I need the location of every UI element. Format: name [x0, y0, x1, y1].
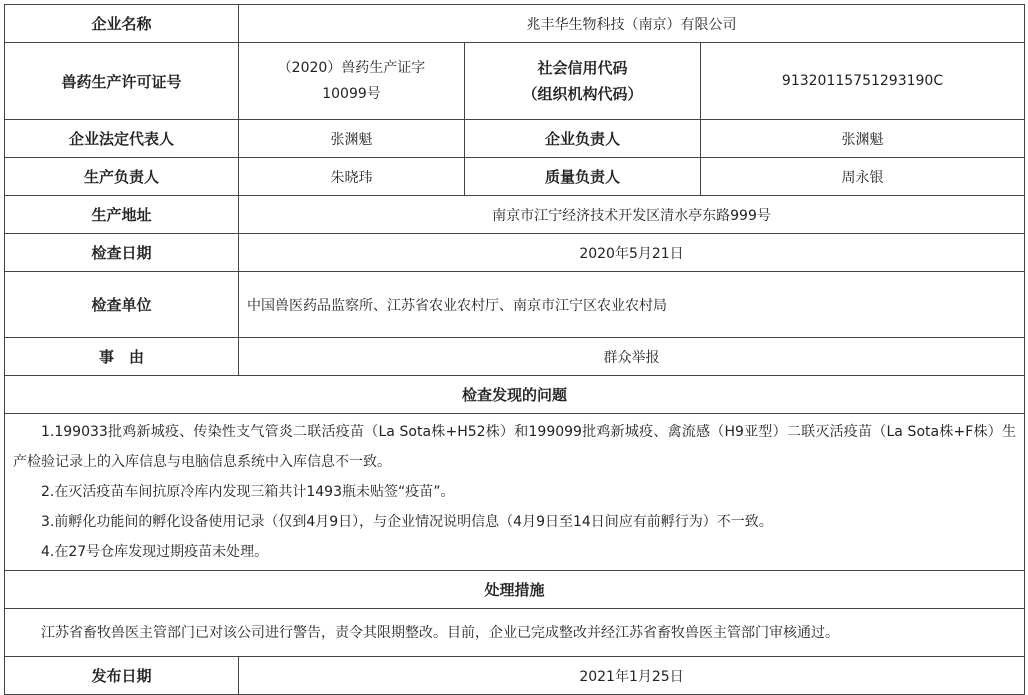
license-value-line1: （2020）兽药生产证字 — [277, 60, 426, 76]
reason-value: 群众举报 — [239, 338, 1025, 376]
credit-code-value: 91320115751293190C — [701, 43, 1025, 120]
row-findings-title — [5, 376, 1025, 414]
reason-label: 事 由 — [5, 338, 239, 376]
row-publish-date — [5, 657, 1025, 695]
finding-item: 4.在27号仓库发现过期疫苗未处理。 — [41, 544, 269, 560]
row-measures-title — [5, 571, 1025, 609]
publish-date-label: 发布日期 — [5, 657, 239, 695]
credit-code-label — [465, 43, 701, 120]
legal-rep-value: 张渊魁 — [239, 120, 465, 158]
row-inspection-unit — [5, 272, 1025, 338]
row-license — [5, 43, 1025, 120]
measures-title: 处理措施 — [5, 571, 1025, 609]
findings-content — [5, 414, 1025, 571]
address-value: 南京市江宁经济技术开发区清水亭东路999号 — [239, 196, 1025, 234]
company-head-label: 企业负责人 — [465, 120, 701, 158]
finding-item: 2.在灭活疫苗车间抗原冷库内发现三箱共计1493瓶未贴签“疫苗”。 — [41, 484, 455, 500]
credit-code-label-line1: 社会信用代码 — [537, 59, 628, 77]
inspection-unit-label: 检查单位 — [5, 272, 239, 338]
license-value-line2: 10099号 — [322, 86, 381, 102]
publish-date-value: 2021年1月25日 — [239, 657, 1025, 695]
license-label: 兽药生产许可证号 — [5, 43, 239, 120]
finding-item: 1.199033批鸡新城疫、传染性支气管炎二联活疫苗（La Sota株+H52株）和199099批鸡新城疫、禽流感（H9亚型）二联灭活疫苗（La Sota株+F株）生产检验记录上的入库信息与电脑信息系统中入库信息不一致。 — [13, 424, 1017, 470]
address-label: 生产地址 — [5, 196, 239, 234]
company-head-value: 张渊魁 — [701, 120, 1025, 158]
row-legal-rep — [5, 120, 1025, 158]
row-findings — [5, 414, 1025, 571]
quality-head-label: 质量负责人 — [465, 158, 701, 196]
credit-code-label-line2: （组织机构代码） — [522, 85, 643, 103]
license-value — [239, 43, 465, 120]
finding-item: 3.前孵化功能间的孵化设备使用记录（仅到4月9日），与企业情况说明信息（4月9日至14日间应有前孵行为）不一致。 — [41, 514, 773, 530]
legal-rep-label: 企业法定代表人 — [5, 120, 239, 158]
measures-content — [5, 609, 1025, 657]
company-name-label: 企业名称 — [5, 5, 239, 43]
inspection-info-table — [4, 4, 1025, 695]
row-measures — [5, 609, 1025, 657]
row-reason — [5, 338, 1025, 376]
row-production-head — [5, 158, 1025, 196]
findings-title: 检查发现的问题 — [5, 376, 1025, 414]
inspection-date-value: 2020年5月21日 — [239, 234, 1025, 272]
production-head-value: 朱晓玮 — [239, 158, 465, 196]
row-address — [5, 196, 1025, 234]
production-head-label: 生产负责人 — [5, 158, 239, 196]
inspection-unit-value: 中国兽医药品监察所、江苏省农业农村厅、南京市江宁区农业农村局 — [239, 272, 1025, 338]
company-name-value: 兆丰华生物科技（南京）有限公司 — [239, 5, 1025, 43]
row-company-name — [5, 5, 1025, 43]
quality-head-value: 周永银 — [701, 158, 1025, 196]
measures-text: 江苏省畜牧兽医主管部门已对该公司进行警告，责令其限期整改。目前，企业已完成整改并经江苏省畜牧兽医主管部门审核通过。 — [41, 624, 839, 641]
row-inspection-date — [5, 234, 1025, 272]
inspection-date-label: 检查日期 — [5, 234, 239, 272]
